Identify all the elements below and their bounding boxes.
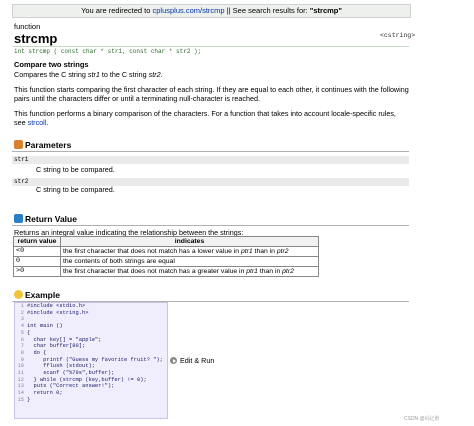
play-icon: [170, 357, 177, 364]
line-number: 4: [20, 323, 24, 330]
line-number: 11: [17, 370, 24, 377]
code-line: [15, 316, 167, 323]
description-p1: Compares the C string str1 to the C string str2.: [14, 70, 163, 79]
category-label: function: [14, 22, 41, 31]
line-number: 13: [17, 383, 24, 390]
line-number: 1: [20, 303, 24, 309]
code-line: 14 return 0;: [15, 390, 167, 397]
description-p2: This function starts comparing the first character of each string. If they are equal to each other, it continues with the following pairs until the characters differ or until a terminating null-character is reached.: [14, 85, 409, 104]
function-prototype: int strcmp ( const char * str1, const char * str2 );: [14, 48, 202, 55]
parameters-rule: [12, 151, 409, 152]
code-example: [14, 302, 168, 419]
line-number: 14: [17, 390, 24, 397]
parameters-icon: [14, 140, 23, 149]
line-number: 10: [17, 363, 24, 370]
return-value-table: [13, 236, 319, 277]
line-number: 9: [20, 356, 24, 363]
code-line: 12 } while (strcmp (key,buffer) != 0);: [15, 377, 167, 384]
summary: Compare two strings: [14, 60, 89, 69]
code-line: 5 {: [15, 330, 167, 337]
redirect-link[interactable]: cplusplus.com/strcmp: [152, 6, 225, 15]
redirect-prefix: You are redirected to: [81, 6, 153, 15]
code-line: 10 fflush (stdout);: [15, 363, 167, 370]
page-title: strcmp: [14, 31, 58, 46]
table-row: <0 the first character that does not match has a lower value in ptr1 than in ptr2: [14, 247, 319, 257]
lightbulb-icon: [14, 290, 23, 299]
return-value-rule: [12, 225, 409, 226]
col-header-return-value: return value: [14, 237, 61, 247]
parameters-heading: Parameters: [14, 140, 71, 151]
example-heading: Example: [14, 290, 60, 301]
return-value-heading: Return Value: [14, 214, 77, 225]
header-file-link[interactable]: <cstring>: [380, 32, 416, 39]
line-number: 12: [17, 376, 24, 383]
code-line: 8 do {: [15, 350, 167, 357]
redirect-middle: || See search results for:: [224, 6, 310, 15]
param-desc-str2: C string to be compared.: [36, 185, 115, 194]
edit-run-button[interactable]: Edit & Run: [170, 356, 214, 365]
line-number: 15: [17, 396, 24, 403]
table-row: >0 the first character that does not match has a greater value in ptr1 than in ptr2: [14, 267, 319, 277]
param-name-str2: str2: [12, 178, 409, 186]
redirect-banner: [12, 4, 411, 18]
col-header-indicates: indicates: [61, 237, 319, 247]
code-line: 2 #include <string.h>: [15, 310, 167, 317]
code-line: 7 char buffer[80];: [15, 343, 167, 350]
code-line: 9 printf ("Guess my favorite fruit? ");: [15, 357, 167, 364]
line-number: 8: [20, 349, 24, 356]
line-number: 2: [20, 309, 24, 316]
description-p3: This function performs a binary comparison of the characters. For a function that takes into account locale-specific rules, see strcoll.: [14, 109, 396, 128]
code-line: 1 #include <stdio.h>: [15, 303, 167, 310]
param-name-str1: str1: [12, 156, 409, 164]
line-number: 5: [20, 329, 24, 336]
code-line: 15 }: [15, 397, 167, 404]
param-desc-str1: C string to be compared.: [36, 165, 115, 174]
search-query-link[interactable]: "strcmp": [309, 6, 342, 15]
table-row: 0 the contents of both strings are equal: [14, 257, 319, 267]
table-header-row: [14, 237, 319, 247]
return-arrow-icon: [14, 214, 23, 223]
line-number: 6: [20, 336, 24, 343]
watermark: CSDN @码亿维: [404, 416, 440, 422]
code-line: 6 char key[] = "apple";: [15, 337, 167, 344]
prototype-divider: [12, 46, 409, 47]
code-line: 11 scanf ("%79s",buffer);: [15, 370, 167, 377]
return-value-intro: Returns an integral value indicating the relationship between the strings:: [14, 228, 244, 237]
line-number: 3: [20, 316, 24, 323]
code-line: 4 int main (): [15, 323, 167, 330]
line-number: 7: [20, 343, 24, 350]
code-line: 13 puts ("Correct answer!");: [15, 383, 167, 390]
strcoll-link[interactable]: strcoll: [27, 118, 47, 128]
